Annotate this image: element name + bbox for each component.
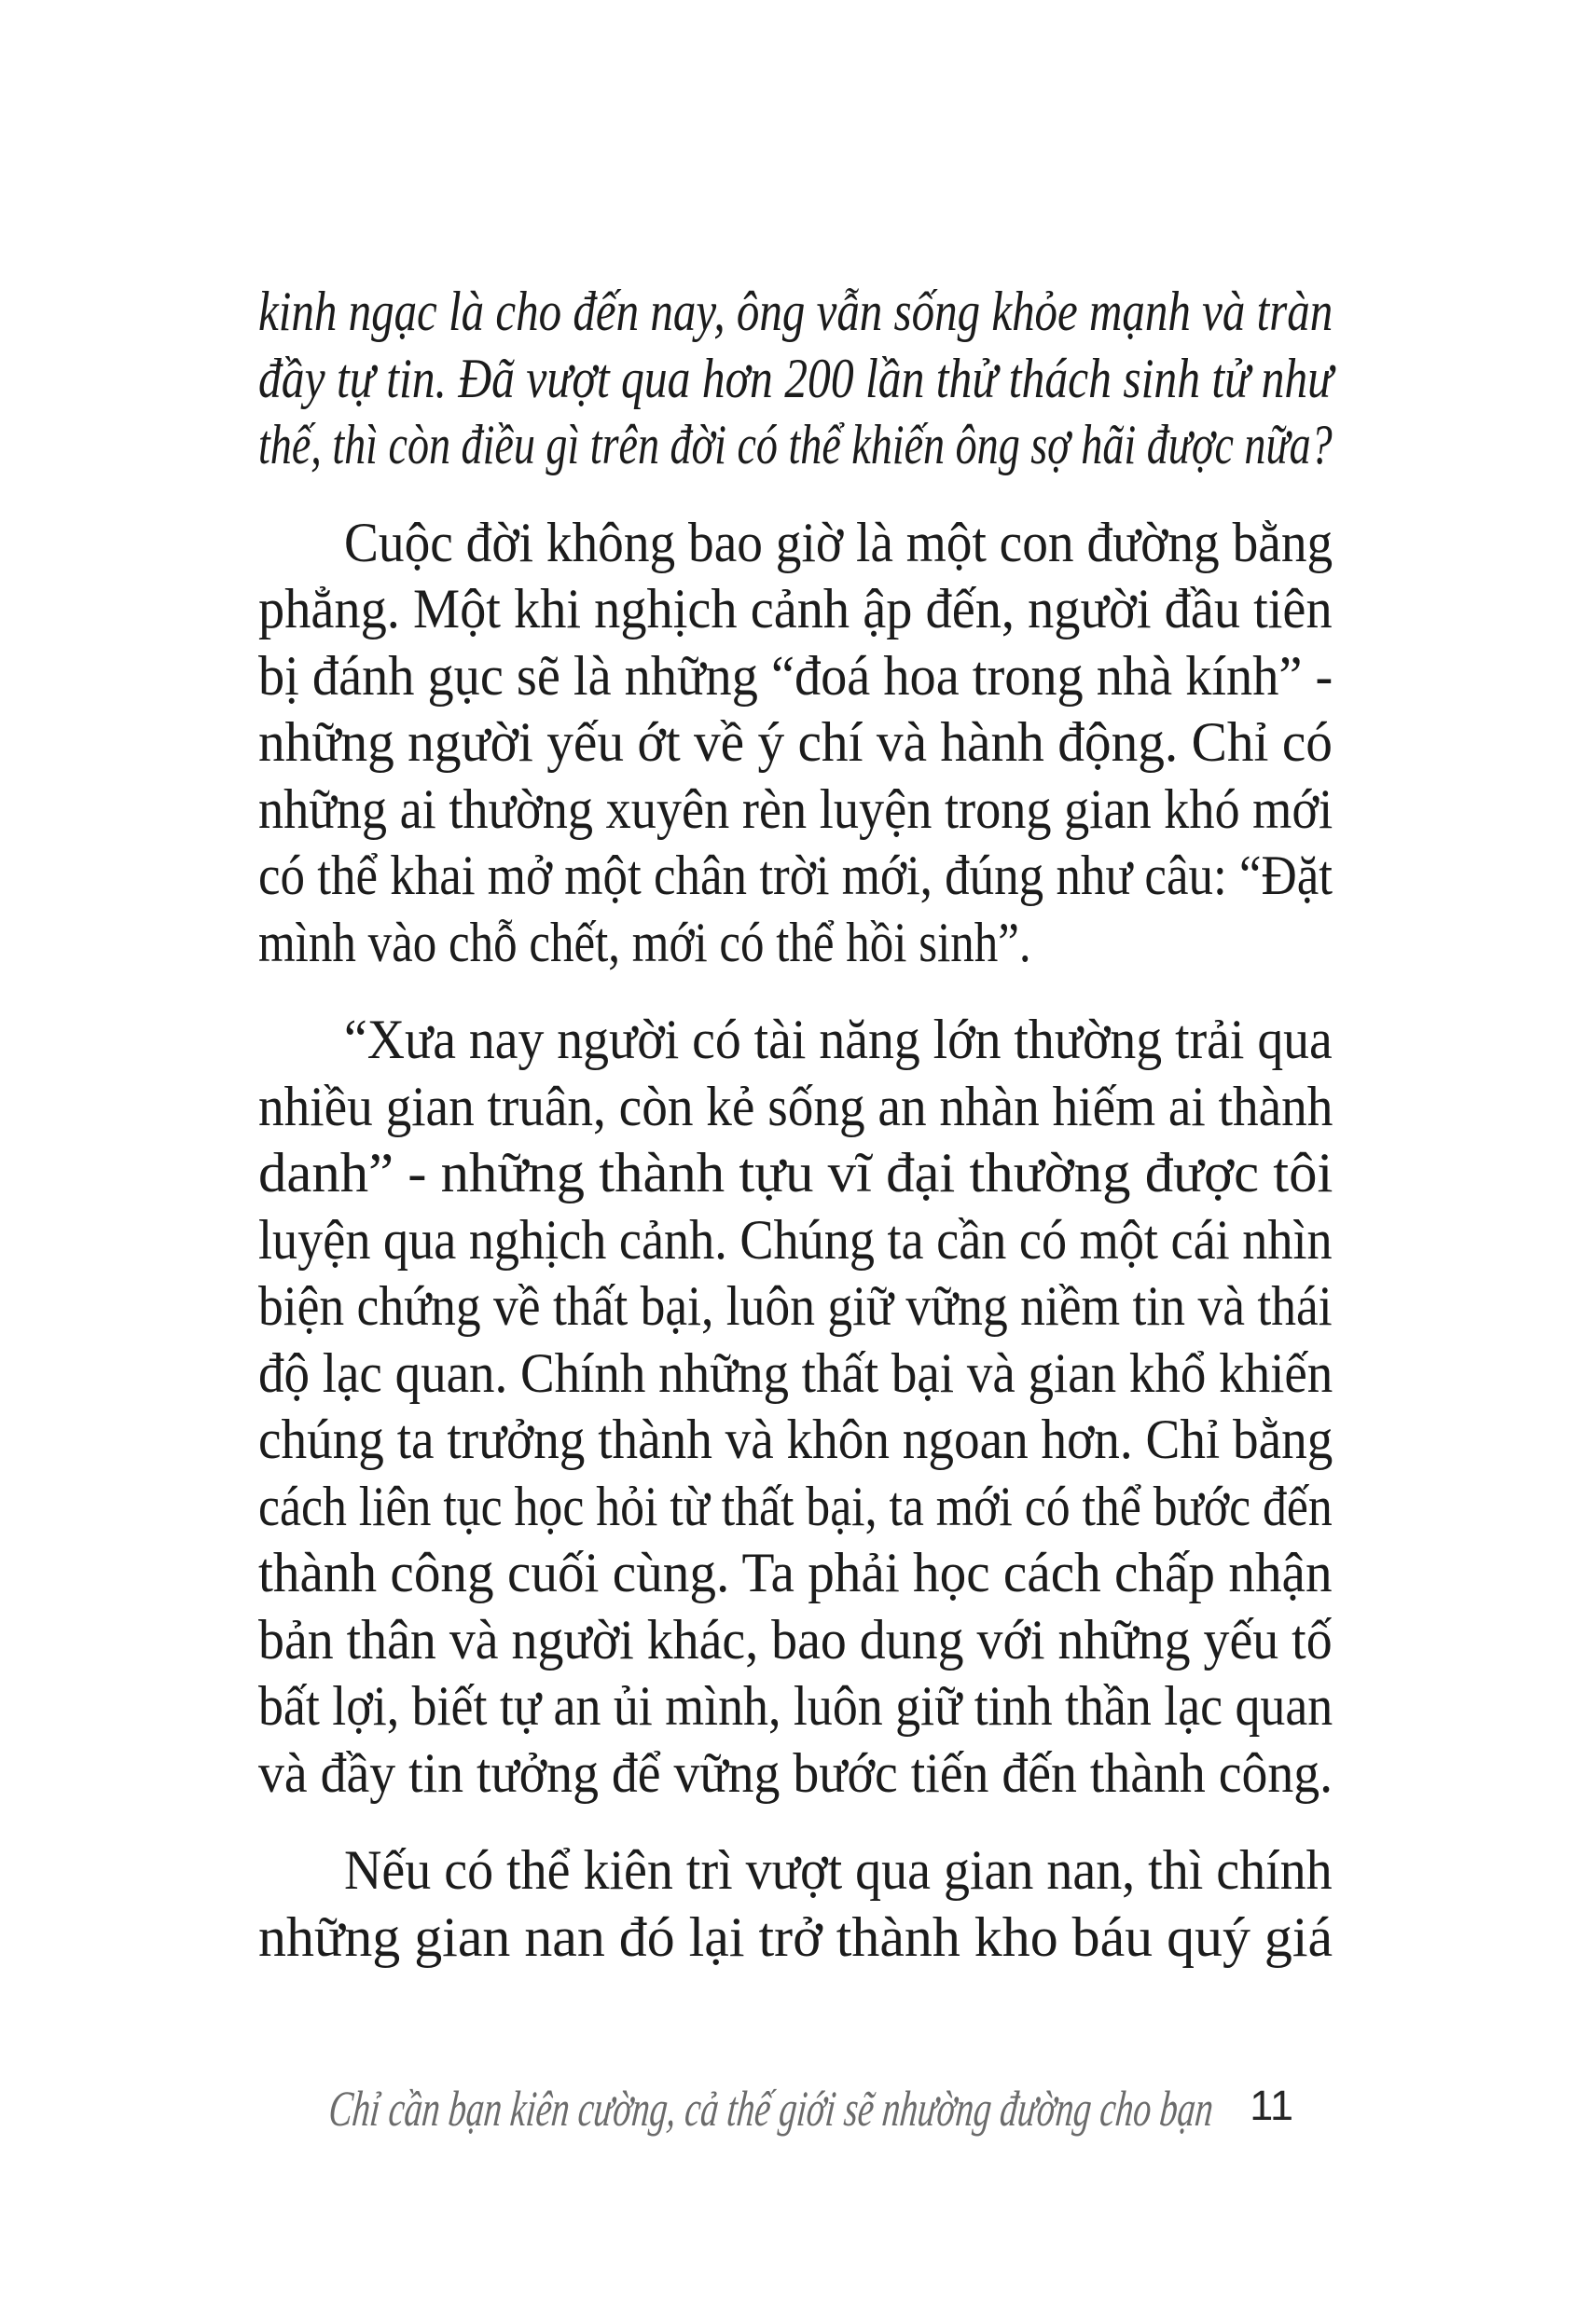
text-line <box>258 1407 1333 1474</box>
text-line-content: những ai thường xuyên rèn luyện trong gian khó mới <box>258 777 1333 840</box>
text-line <box>258 1673 1333 1740</box>
text-line-content: danh” - những thành tựu vĩ đại thường được tôi <box>258 1142 1333 1203</box>
text-line <box>258 412 1333 479</box>
text-line-content: Cuộc đời không bao giờ là một con đường bằng <box>344 511 1333 573</box>
text-line-content: bất lợi, biết tự an ủi mình, luôn giữ tinh thần lạc quan <box>258 1675 1333 1737</box>
text-line-content: chúng ta trưởng thành và khôn ngoan hơn. Chỉ bằng <box>258 1409 1333 1470</box>
text-line <box>258 709 1333 777</box>
paragraph-intro <box>258 279 1333 479</box>
page-footer <box>258 2073 1293 2141</box>
footer-quote-box <box>326 2073 1217 2141</box>
text-line-content: những người yếu ớt về ý chí và hành động. Chỉ có <box>258 711 1333 773</box>
text-line-content: đầy tự tin. Đã vượt qua hơn 200 lần thử thách sinh tử như <box>258 347 1333 409</box>
footer-quote <box>326 2080 1217 2138</box>
text-line-content: nhiều gian truân, còn kẻ sống an nhàn hiếm ai thành <box>258 1075 1333 1137</box>
text-line <box>258 1341 1333 1408</box>
text-line <box>258 1074 1333 1141</box>
paragraph-2 <box>258 510 1333 977</box>
text-line <box>258 1837 1333 1905</box>
text-line <box>258 1607 1333 1674</box>
text-line <box>258 1905 1333 1972</box>
text-line <box>258 1273 1333 1341</box>
text-line <box>258 1474 1333 1541</box>
footer-quote-text: Chỉ cần bạn kiên cường, cả thế giới sẽ nhường đường cho bạn <box>326 2081 1217 2137</box>
text-line-content: cách liên tục học hỏi từ thất bại, ta mới có thể bước đến <box>258 1475 1333 1537</box>
text-line-content: Nếu có thể kiên trì vượt qua gian nan, thì chính <box>344 1839 1333 1901</box>
text-line <box>258 1207 1333 1274</box>
text-line-content: luyện qua nghịch cảnh. Chúng ta cần có một cái nhìn <box>258 1208 1333 1271</box>
text-line <box>258 643 1333 710</box>
page-number: 11 <box>1250 2082 1293 2129</box>
text-line-content: bị đánh gục sẽ là những “đoá hoa trong nhà kính” - <box>258 644 1333 707</box>
text-line <box>258 777 1333 844</box>
text-line-content: thế, thì còn điều gì trên đời có thể khiến ông sợ hãi được nữa? <box>258 414 1333 475</box>
text-line-content: bản thân và người khác, bao dung với những yếu tố <box>258 1608 1333 1671</box>
text-line-content: kinh ngạc là cho đến nay, ông vẫn sống khỏe mạnh và tràn <box>258 281 1333 342</box>
text-line <box>258 346 1333 413</box>
text-line-content: những gian nan đó lại trở thành kho báu quý giá <box>258 1905 1333 1968</box>
text-line <box>258 279 1333 346</box>
text-line <box>258 1140 1333 1207</box>
text-line <box>258 1007 1333 1074</box>
text-line <box>258 1740 1333 1808</box>
text-line <box>258 510 1333 577</box>
text-line <box>258 1540 1333 1607</box>
text-line-content: biện chứng về thất bại, luôn giữ vững niềm tin và thái <box>258 1275 1333 1337</box>
text-line <box>258 910 1333 977</box>
text-line-content: phẳng. Một khi nghịch cảnh ập đến, người đầu tiên <box>258 578 1333 639</box>
text-line-content: thành công cuối cùng. Ta phải học cách chấp nhận <box>258 1542 1333 1603</box>
text-line <box>258 843 1333 910</box>
text-line-content: và đầy tin tưởng để vững bước tiến đến thành công. <box>258 1741 1333 1804</box>
text-line-content: độ lạc quan. Chính những thất bại và gian khổ khiến <box>258 1341 1333 1404</box>
text-line-content: có thể khai mở một chân trời mới, đúng như câu: “Đặt <box>258 845 1333 906</box>
paragraph-4 <box>258 1837 1333 1971</box>
text-line-content: “Xưa nay người có tài năng lớn thường trải qua <box>344 1009 1333 1070</box>
text-line-content: mình vào chỗ chết, mới có thể hồi sinh”. <box>258 911 1031 973</box>
text-line <box>258 576 1333 643</box>
paragraph-3 <box>258 1007 1333 1807</box>
page-text <box>258 279 1333 1971</box>
